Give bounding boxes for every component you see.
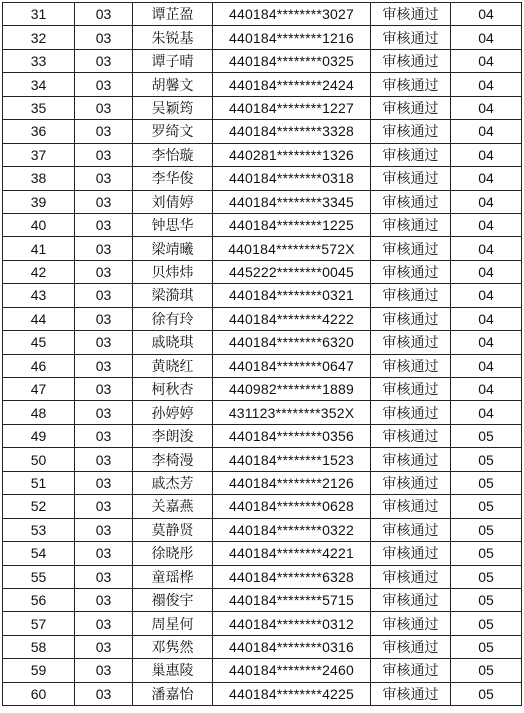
applicant-name-cell: 潘嘉怡 [133, 682, 213, 705]
row-number-cell: 52 [3, 495, 75, 518]
id-number-cell: 431123********352X [213, 401, 371, 424]
table-row [3, 518, 522, 541]
applicant-name-cell: 禤俊宇 [133, 588, 213, 611]
group-number-cell: 04 [451, 378, 522, 401]
group-number-cell: 05 [451, 588, 522, 611]
applicant-name-cell: 徐晓彤 [133, 542, 213, 565]
category-code-cell: 03 [75, 331, 133, 354]
table-row [3, 307, 522, 330]
group-number-cell: 05 [451, 495, 522, 518]
row-number-cell: 45 [3, 331, 75, 354]
id-number-cell: 440184********6320 [213, 331, 371, 354]
row-number-cell: 54 [3, 542, 75, 565]
id-number-cell: 440982********1889 [213, 378, 371, 401]
applicant-name-cell: 刘倩婷 [133, 190, 213, 213]
category-code-cell: 03 [75, 307, 133, 330]
category-code-cell: 03 [75, 635, 133, 658]
applicant-name-cell: 朱锐基 [133, 26, 213, 49]
group-number-cell: 05 [451, 448, 522, 471]
applicant-name-cell: 贝炜炜 [133, 260, 213, 283]
table-row [3, 49, 522, 72]
row-number-cell: 57 [3, 612, 75, 635]
category-code-cell: 03 [75, 213, 133, 236]
row-number-cell: 53 [3, 518, 75, 541]
applicant-name-cell: 莫静贤 [133, 518, 213, 541]
group-number-cell: 04 [451, 401, 522, 424]
review-status-cell: 审核通过 [371, 612, 451, 635]
review-status-cell: 审核通过 [371, 659, 451, 682]
applicant-name-cell: 李华俊 [133, 167, 213, 190]
review-status-cell: 审核通过 [371, 331, 451, 354]
row-number-cell: 33 [3, 49, 75, 72]
applicant-name-cell: 李椅漫 [133, 448, 213, 471]
row-number-cell: 49 [3, 424, 75, 447]
category-code-cell: 03 [75, 682, 133, 705]
review-status-cell: 审核通过 [371, 542, 451, 565]
id-number-cell: 440184********1523 [213, 448, 371, 471]
applicant-name-cell: 黄晓红 [133, 354, 213, 377]
review-status-cell: 审核通过 [371, 120, 451, 143]
review-status-cell: 审核通过 [371, 73, 451, 96]
id-number-cell: 440184********4221 [213, 542, 371, 565]
row-number-cell: 42 [3, 260, 75, 283]
review-status-cell: 审核通过 [371, 401, 451, 424]
applicant-name-cell: 周星何 [133, 612, 213, 635]
table-row [3, 448, 522, 471]
review-status-cell: 审核通过 [371, 260, 451, 283]
group-number-cell: 04 [451, 354, 522, 377]
review-status-cell: 审核通过 [371, 3, 451, 26]
applicant-name-cell: 戚晓琪 [133, 331, 213, 354]
group-number-cell: 04 [451, 213, 522, 236]
review-status-cell: 审核通过 [371, 448, 451, 471]
category-code-cell: 03 [75, 378, 133, 401]
row-number-cell: 35 [3, 96, 75, 119]
id-number-cell: 440184********0312 [213, 612, 371, 635]
row-number-cell: 34 [3, 73, 75, 96]
id-number-cell: 440184********5715 [213, 588, 371, 611]
category-code-cell: 03 [75, 401, 133, 424]
review-status-cell: 审核通过 [371, 635, 451, 658]
applicant-name-cell: 巢惠陵 [133, 659, 213, 682]
row-number-cell: 59 [3, 659, 75, 682]
row-number-cell: 37 [3, 143, 75, 166]
row-number-cell: 48 [3, 401, 75, 424]
group-number-cell: 04 [451, 73, 522, 96]
table-row [3, 120, 522, 143]
applicant-name-cell: 梁漪琪 [133, 284, 213, 307]
review-status-cell: 审核通过 [371, 26, 451, 49]
group-number-cell: 05 [451, 682, 522, 705]
group-number-cell: 05 [451, 424, 522, 447]
table-row [3, 260, 522, 283]
id-number-cell: 440184********0356 [213, 424, 371, 447]
row-number-cell: 40 [3, 213, 75, 236]
applicant-name-cell: 徐有玲 [133, 307, 213, 330]
table-row [3, 659, 522, 682]
table-row [3, 167, 522, 190]
row-number-cell: 38 [3, 167, 75, 190]
category-code-cell: 03 [75, 190, 133, 213]
applicant-name-cell: 钟思华 [133, 213, 213, 236]
row-number-cell: 50 [3, 448, 75, 471]
row-number-cell: 55 [3, 565, 75, 588]
group-number-cell: 05 [451, 659, 522, 682]
group-number-cell: 04 [451, 260, 522, 283]
table-row [3, 331, 522, 354]
group-number-cell: 04 [451, 96, 522, 119]
id-number-cell: 440184********3027 [213, 3, 371, 26]
id-number-cell: 440184********3328 [213, 120, 371, 143]
review-status-cell: 审核通过 [371, 565, 451, 588]
id-number-cell: 440184********4225 [213, 682, 371, 705]
group-number-cell: 04 [451, 49, 522, 72]
review-status-cell: 审核通过 [371, 143, 451, 166]
review-status-cell: 审核通过 [371, 49, 451, 72]
row-number-cell: 46 [3, 354, 75, 377]
applicant-name-cell: 胡馨文 [133, 73, 213, 96]
applicant-name-cell: 邓隽然 [133, 635, 213, 658]
table-row [3, 237, 522, 260]
applicant-table [2, 2, 522, 706]
table-row [3, 401, 522, 424]
category-code-cell: 03 [75, 284, 133, 307]
id-number-cell: 440184********1216 [213, 26, 371, 49]
group-number-cell: 04 [451, 284, 522, 307]
id-number-cell: 440184********0628 [213, 495, 371, 518]
group-number-cell: 04 [451, 237, 522, 260]
group-number-cell: 04 [451, 190, 522, 213]
id-number-cell: 440184********0322 [213, 518, 371, 541]
category-code-cell: 03 [75, 542, 133, 565]
category-code-cell: 03 [75, 518, 133, 541]
category-code-cell: 03 [75, 565, 133, 588]
table-row [3, 424, 522, 447]
row-number-cell: 47 [3, 378, 75, 401]
applicant-name-cell: 吴颖筠 [133, 96, 213, 119]
table-row [3, 612, 522, 635]
applicant-name-cell: 梁靖曦 [133, 237, 213, 260]
category-code-cell: 03 [75, 26, 133, 49]
applicant-name-cell: 李怡璇 [133, 143, 213, 166]
group-number-cell: 04 [451, 167, 522, 190]
review-status-cell: 审核通过 [371, 378, 451, 401]
id-number-cell: 440281********1326 [213, 143, 371, 166]
category-code-cell: 03 [75, 143, 133, 166]
row-number-cell: 39 [3, 190, 75, 213]
category-code-cell: 03 [75, 612, 133, 635]
category-code-cell: 03 [75, 49, 133, 72]
row-number-cell: 58 [3, 635, 75, 658]
category-code-cell: 03 [75, 167, 133, 190]
review-status-cell: 审核通过 [371, 213, 451, 236]
id-number-cell: 440184********1227 [213, 96, 371, 119]
group-number-cell: 05 [451, 612, 522, 635]
table-row [3, 471, 522, 494]
row-number-cell: 60 [3, 682, 75, 705]
review-status-cell: 审核通过 [371, 190, 451, 213]
group-number-cell: 04 [451, 307, 522, 330]
group-number-cell: 04 [451, 143, 522, 166]
row-number-cell: 43 [3, 284, 75, 307]
review-status-cell: 审核通过 [371, 495, 451, 518]
category-code-cell: 03 [75, 659, 133, 682]
applicant-name-cell: 柯秋杏 [133, 378, 213, 401]
review-status-cell: 审核通过 [371, 424, 451, 447]
row-number-cell: 56 [3, 588, 75, 611]
row-number-cell: 41 [3, 237, 75, 260]
review-status-cell: 审核通过 [371, 471, 451, 494]
table-row [3, 96, 522, 119]
row-number-cell: 44 [3, 307, 75, 330]
id-number-cell: 440184********0316 [213, 635, 371, 658]
review-status-cell: 审核通过 [371, 284, 451, 307]
id-number-cell: 440184********0325 [213, 49, 371, 72]
applicant-name-cell: 罗绮文 [133, 120, 213, 143]
row-number-cell: 51 [3, 471, 75, 494]
group-number-cell: 05 [451, 542, 522, 565]
category-code-cell: 03 [75, 354, 133, 377]
table-row [3, 190, 522, 213]
category-code-cell: 03 [75, 73, 133, 96]
id-number-cell: 440184********6328 [213, 565, 371, 588]
category-code-cell: 03 [75, 3, 133, 26]
table-row [3, 354, 522, 377]
applicant-name-cell: 李朗浚 [133, 424, 213, 447]
category-code-cell: 03 [75, 120, 133, 143]
applicant-name-cell: 谭芷盈 [133, 3, 213, 26]
row-number-cell: 32 [3, 26, 75, 49]
category-code-cell: 03 [75, 495, 133, 518]
group-number-cell: 05 [451, 635, 522, 658]
id-number-cell: 440184********0318 [213, 167, 371, 190]
applicant-name-cell: 谭子晴 [133, 49, 213, 72]
table-row [3, 3, 522, 26]
table-row [3, 635, 522, 658]
review-status-cell: 审核通过 [371, 237, 451, 260]
group-number-cell: 05 [451, 471, 522, 494]
id-number-cell: 440184********1225 [213, 213, 371, 236]
group-number-cell: 05 [451, 565, 522, 588]
table-row [3, 588, 522, 611]
table-row [3, 565, 522, 588]
table-row [3, 26, 522, 49]
id-number-cell: 440184********572X [213, 237, 371, 260]
review-status-cell: 审核通过 [371, 682, 451, 705]
category-code-cell: 03 [75, 588, 133, 611]
review-status-cell: 审核通过 [371, 167, 451, 190]
table-row [3, 73, 522, 96]
id-number-cell: 440184********2126 [213, 471, 371, 494]
review-status-cell: 审核通过 [371, 518, 451, 541]
table-row [3, 378, 522, 401]
table-row [3, 495, 522, 518]
row-number-cell: 31 [3, 3, 75, 26]
id-number-cell: 440184********2424 [213, 73, 371, 96]
row-number-cell: 36 [3, 120, 75, 143]
table-row [3, 682, 522, 705]
category-code-cell: 03 [75, 96, 133, 119]
id-number-cell: 440184********2460 [213, 659, 371, 682]
category-code-cell: 03 [75, 424, 133, 447]
review-status-cell: 审核通过 [371, 96, 451, 119]
table-row [3, 542, 522, 565]
group-number-cell: 04 [451, 120, 522, 143]
id-number-cell: 440184********3345 [213, 190, 371, 213]
table-row [3, 284, 522, 307]
group-number-cell: 04 [451, 26, 522, 49]
group-number-cell: 04 [451, 3, 522, 26]
table-body [3, 3, 522, 706]
category-code-cell: 03 [75, 260, 133, 283]
id-number-cell: 440184********0321 [213, 284, 371, 307]
group-number-cell: 04 [451, 331, 522, 354]
review-status-cell: 审核通过 [371, 307, 451, 330]
id-number-cell: 445222********0045 [213, 260, 371, 283]
category-code-cell: 03 [75, 237, 133, 260]
review-status-cell: 审核通过 [371, 588, 451, 611]
applicant-name-cell: 关嘉燕 [133, 495, 213, 518]
applicant-name-cell: 孙婷婷 [133, 401, 213, 424]
category-code-cell: 03 [75, 471, 133, 494]
id-number-cell: 440184********0647 [213, 354, 371, 377]
category-code-cell: 03 [75, 448, 133, 471]
applicant-name-cell: 戚杰芳 [133, 471, 213, 494]
table-row [3, 213, 522, 236]
review-status-cell: 审核通过 [371, 354, 451, 377]
id-number-cell: 440184********4222 [213, 307, 371, 330]
applicant-name-cell: 童瑶桦 [133, 565, 213, 588]
table-row [3, 143, 522, 166]
group-number-cell: 05 [451, 518, 522, 541]
